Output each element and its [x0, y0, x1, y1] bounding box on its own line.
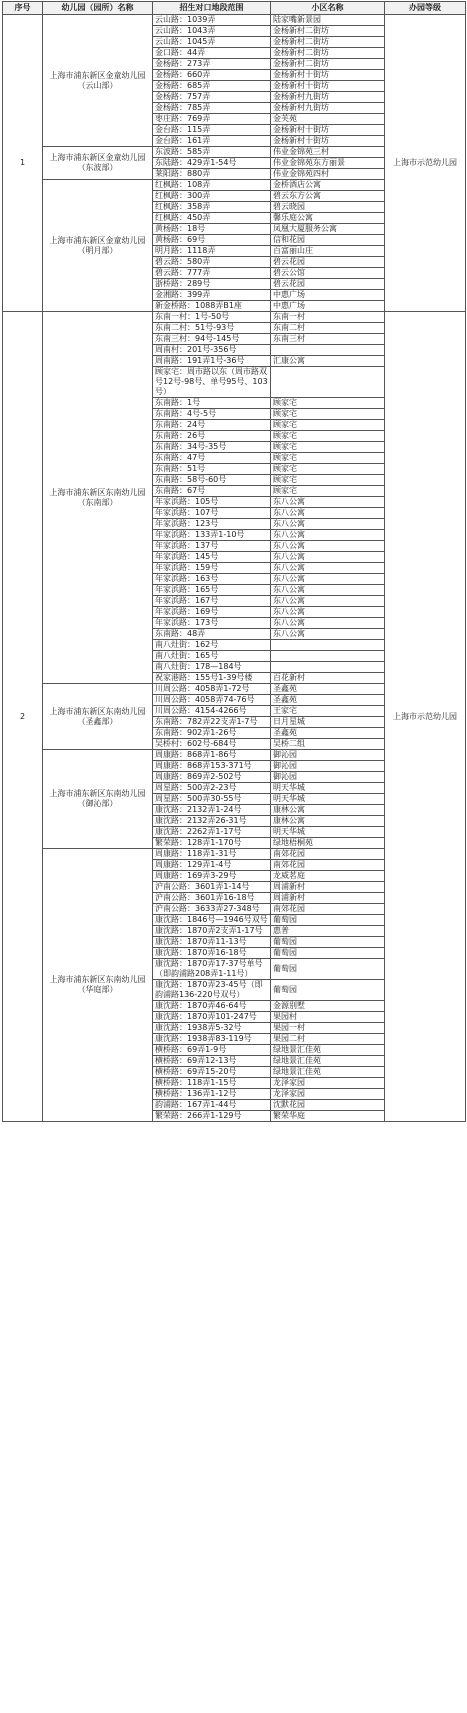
- range-cell: 云山路：1039弄: [153, 15, 271, 26]
- range-cell: 川周公路：4154-4266号: [153, 706, 271, 717]
- range-cell: 金杨路：685弄: [153, 81, 271, 92]
- community-cell: 顾家宅: [271, 409, 385, 420]
- range-cell: 枣庄路：769弄: [153, 114, 271, 125]
- range-cell: 横桥路：69弄15-20号: [153, 1067, 271, 1078]
- community-cell: 碧云花园: [271, 257, 385, 268]
- community-cell: 东八公寓: [271, 541, 385, 552]
- community-cell: 碧云晓园: [271, 202, 385, 213]
- range-cell: 红枫路：358弄: [153, 202, 271, 213]
- range-cell: 年家浜路：123号: [153, 519, 271, 530]
- range-cell: 韵浦路：167弄1-44号: [153, 1100, 271, 1111]
- seq-cell: 2: [3, 312, 43, 1122]
- community-cell: 绿地景汇佳苑: [271, 1056, 385, 1067]
- range-cell: 康沈路：1870弄16-18号: [153, 948, 271, 959]
- community-cell: 龙泽家园: [271, 1089, 385, 1100]
- community-cell: 东八公寓: [271, 497, 385, 508]
- community-cell: 吴桥二组: [271, 739, 385, 750]
- community-cell: 明天华城: [271, 794, 385, 805]
- range-cell: 顾家宅：周市路以东（周市路双号12号-98号、单号95号、103号）: [153, 367, 271, 398]
- community-cell: [271, 367, 385, 398]
- range-cell: 碧云路：777弄: [153, 268, 271, 279]
- community-cell: 东南二村: [271, 323, 385, 334]
- range-cell: 年家浜路：107号: [153, 508, 271, 519]
- community-cell: 碧云花园: [271, 279, 385, 290]
- range-cell: 云山路：1045弄: [153, 37, 271, 48]
- community-cell: 伟业金锦苑三村: [271, 147, 385, 158]
- range-cell: 黄杨路：69号: [153, 235, 271, 246]
- range-cell: 东波路：585弄: [153, 147, 271, 158]
- community-cell: 果园村: [271, 1012, 385, 1023]
- range-cell: 东南路：34号-35号: [153, 442, 271, 453]
- range-cell: 年家浜路：167号: [153, 596, 271, 607]
- community-cell: 康林公寓: [271, 805, 385, 816]
- community-cell: 明天华城: [271, 827, 385, 838]
- community-cell: 金杨新村二街坊: [271, 48, 385, 59]
- community-cell: 百富丽山庄: [271, 246, 385, 257]
- community-cell: 日月星城: [271, 717, 385, 728]
- header-seq: 序号: [3, 2, 43, 15]
- range-cell: 红枫路：450弄: [153, 213, 271, 224]
- range-cell: 繁荣路：128弄1-170号: [153, 838, 271, 849]
- community-cell: 金杨新村二街坊: [271, 26, 385, 37]
- range-cell: 金台路：115弄: [153, 125, 271, 136]
- community-cell: 金杨新村九街坊: [271, 92, 385, 103]
- community-cell: 金杨新村二街坊: [271, 59, 385, 70]
- range-cell: 康沈路：1938弄5-32号: [153, 1023, 271, 1034]
- community-cell: 中惠广场: [271, 290, 385, 301]
- community-cell: 顾家宅: [271, 453, 385, 464]
- community-cell: 顾家宅: [271, 464, 385, 475]
- community-cell: 葡萄园: [271, 980, 385, 1001]
- range-cell: 年家浜路：163号: [153, 574, 271, 585]
- range-cell: 川周公路：4058弄1-72号: [153, 684, 271, 695]
- kindergarten-name: 上海市浦东新区东南幼儿园（东南部）: [43, 312, 153, 684]
- range-cell: 横桥路：69弄12-13号: [153, 1056, 271, 1067]
- community-cell: 南郊花园: [271, 860, 385, 871]
- community-cell: [271, 651, 385, 662]
- community-cell: 信和花园: [271, 235, 385, 246]
- community-cell: 东八公寓: [271, 596, 385, 607]
- range-cell: 东南三村：94号-145号: [153, 334, 271, 345]
- table-row: [3, 15, 466, 26]
- range-cell: 年家浜路：169号: [153, 607, 271, 618]
- community-cell: 葡萄园: [271, 915, 385, 926]
- community-cell: 汇康公寓: [271, 356, 385, 367]
- level-cell: 上海市示范幼儿园: [385, 15, 466, 312]
- range-cell: 红枫路：108弄: [153, 180, 271, 191]
- range-cell: 南八灶街：165号: [153, 651, 271, 662]
- kindergarten-name: 上海市浦东新区金童幼儿园（云山部）: [43, 15, 153, 147]
- community-cell: 东八公寓: [271, 508, 385, 519]
- community-cell: 沈默花园: [271, 1100, 385, 1111]
- community-cell: 百花新村: [271, 673, 385, 684]
- community-cell: 绿地梧桐苑: [271, 838, 385, 849]
- range-cell: 金杨路：273弄: [153, 59, 271, 70]
- kindergarten-name: 上海市浦东新区东南幼儿园（华庭部）: [43, 849, 153, 1122]
- community-cell: 惠普: [271, 926, 385, 937]
- range-cell: 康沈路：1870弄2支弄1-17号: [153, 926, 271, 937]
- range-cell: 东南路：4号-5号: [153, 409, 271, 420]
- range-cell: 东南路：47号: [153, 453, 271, 464]
- range-cell: 吴桥村：602号-684号: [153, 739, 271, 750]
- community-cell: 金杨新村十街坊: [271, 70, 385, 81]
- range-cell: 沪南公路：3633弄27-348号: [153, 904, 271, 915]
- range-cell: 云山路：1043弄: [153, 26, 271, 37]
- range-cell: 碧云路：580弄: [153, 257, 271, 268]
- range-cell: 周南路：191弄1号-36号: [153, 356, 271, 367]
- community-cell: [271, 662, 385, 673]
- community-cell: 御沁园: [271, 772, 385, 783]
- community-cell: 东八公寓: [271, 618, 385, 629]
- range-cell: 明月路：1118弄: [153, 246, 271, 257]
- range-cell: 康沈路：2262弄1-17号: [153, 827, 271, 838]
- range-cell: 横桥路：118弄1-15号: [153, 1078, 271, 1089]
- community-cell: 金杨新村十街坊: [271, 136, 385, 147]
- community-cell: 金芙苑: [271, 114, 385, 125]
- range-cell: 年家浜路：137号: [153, 541, 271, 552]
- range-cell: 周星路：500弄30-55号: [153, 794, 271, 805]
- community-cell: 金杨新村二街坊: [271, 37, 385, 48]
- community-cell: 凤凰大厦服务公寓: [271, 224, 385, 235]
- range-cell: 康沈路：1938弄83-119号: [153, 1034, 271, 1045]
- range-cell: 黄杨路：18号: [153, 224, 271, 235]
- community-cell: 金杨新村十街坊: [271, 125, 385, 136]
- range-cell: 东南路：58号-60号: [153, 475, 271, 486]
- community-cell: 东南三村: [271, 334, 385, 345]
- range-cell: 金杨路：757弄: [153, 92, 271, 103]
- range-cell: 金口路：44弄: [153, 48, 271, 59]
- range-cell: 康沈路：1870弄23-45号（即韵浦路136-220号双号）: [153, 980, 271, 1001]
- range-cell: 东陆路：429弄1-54号: [153, 158, 271, 169]
- range-cell: 年家浜路：105号: [153, 497, 271, 508]
- community-cell: 顾家宅: [271, 398, 385, 409]
- range-cell: 东南二村：51号-93号: [153, 323, 271, 334]
- range-cell: 祝家港路：155号1-39号楼: [153, 673, 271, 684]
- range-cell: 周康路：868弄153-371号: [153, 761, 271, 772]
- range-cell: 红枫路：300弄: [153, 191, 271, 202]
- community-cell: 伟业金锦苑东方丽景: [271, 158, 385, 169]
- community-cell: 东八公寓: [271, 552, 385, 563]
- community-cell: 葡萄园: [271, 948, 385, 959]
- header-row: [3, 2, 466, 15]
- header-range: 招生对口地段范围: [153, 2, 271, 15]
- community-cell: 东八公寓: [271, 530, 385, 541]
- community-cell: 龙泽家园: [271, 1078, 385, 1089]
- range-cell: 金湘路：399弄: [153, 290, 271, 301]
- community-cell: 金杨新村九街坊: [271, 103, 385, 114]
- range-cell: 繁荣路：266弄1-129号: [153, 1111, 271, 1122]
- range-cell: 年家浜路：165号: [153, 585, 271, 596]
- range-cell: 东南路：24号: [153, 420, 271, 431]
- table-row: [3, 312, 466, 323]
- community-cell: 东八公寓: [271, 574, 385, 585]
- range-cell: 周康路：868弄1-86号: [153, 750, 271, 761]
- kindergarten-name: 上海市浦东新区金童幼儿园（东波部）: [43, 147, 153, 180]
- community-cell: 顾家宅: [271, 420, 385, 431]
- community-cell: 东八公寓: [271, 607, 385, 618]
- community-cell: 圣鑫苑: [271, 728, 385, 739]
- header-community: 小区名称: [271, 2, 385, 15]
- community-cell: 御沁园: [271, 761, 385, 772]
- range-cell: 金杨路：660弄: [153, 70, 271, 81]
- range-cell: 浙桥路：289号: [153, 279, 271, 290]
- range-cell: 康沈路：1870弄46-64号: [153, 1001, 271, 1012]
- community-cell: 葡萄园: [271, 937, 385, 948]
- kindergarten-name: 上海市浦东新区金童幼儿园（明月部）: [43, 180, 153, 312]
- range-cell: 东南路：782弄22支弄1-7号: [153, 717, 271, 728]
- range-cell: 康沈路：2132弄1-24号: [153, 805, 271, 816]
- community-cell: [271, 345, 385, 356]
- range-cell: 川周公路：4058弄74-76号: [153, 695, 271, 706]
- range-cell: 东南路：26号: [153, 431, 271, 442]
- community-cell: 陆家嘴新景园: [271, 15, 385, 26]
- range-cell: 金台路：161弄: [153, 136, 271, 147]
- community-cell: 圣鑫苑: [271, 695, 385, 706]
- range-cell: 沪南公路：3601弄16-18号: [153, 893, 271, 904]
- seq-cell: 1: [3, 15, 43, 312]
- community-cell: 南郊花园: [271, 904, 385, 915]
- range-cell: 康沈路：1846号—1946号双号: [153, 915, 271, 926]
- kindergarten-name: 上海市浦东新区东南幼儿园（圣鑫部）: [43, 684, 153, 750]
- community-cell: 东八公寓: [271, 585, 385, 596]
- community-cell: 伟业金锦苑四村: [271, 169, 385, 180]
- range-cell: 东南路：902弄1-26号: [153, 728, 271, 739]
- community-cell: 东南一村: [271, 312, 385, 323]
- range-cell: 莱阳路：880弄: [153, 169, 271, 180]
- community-cell: 王家宅: [271, 706, 385, 717]
- range-cell: 周星路：500弄2-23号: [153, 783, 271, 794]
- community-cell: 康林公寓: [271, 816, 385, 827]
- header-kindergarten: 幼儿园（园所）名称: [43, 2, 153, 15]
- community-cell: 果园一村: [271, 1023, 385, 1034]
- range-cell: 东南路：51号: [153, 464, 271, 475]
- community-cell: 中惠广场: [271, 301, 385, 312]
- range-cell: 康沈路：2132弄26-31号: [153, 816, 271, 827]
- table-body: [3, 15, 466, 1122]
- kindergarten-name: 上海市浦东新区东南幼儿园（御沁部）: [43, 750, 153, 849]
- community-cell: 金源别墅: [271, 1001, 385, 1012]
- range-cell: 新金桥路：1088弄B1座: [153, 301, 271, 312]
- range-cell: 东南路：48弄: [153, 629, 271, 640]
- range-cell: 东南路：1号: [153, 398, 271, 409]
- community-cell: 东八公寓: [271, 519, 385, 530]
- level-cell: 上海市示范幼儿园: [385, 312, 466, 1122]
- community-cell: 顾家宅: [271, 442, 385, 453]
- range-cell: 东南一村：1号-50号: [153, 312, 271, 323]
- range-cell: 康沈路：1870弄11-13号: [153, 937, 271, 948]
- range-cell: 年家浜路：133弄1-10号: [153, 530, 271, 541]
- community-cell: [271, 640, 385, 651]
- community-cell: 顾家宅: [271, 475, 385, 486]
- community-cell: 顾家宅: [271, 486, 385, 497]
- range-cell: 周康路：869弄2-502号: [153, 772, 271, 783]
- range-cell: 金杨路：785弄: [153, 103, 271, 114]
- range-cell: 沪南公路：3601弄1-14号: [153, 882, 271, 893]
- community-cell: 馨乐庭公寓: [271, 213, 385, 224]
- range-cell: 周康路：118弄1-31号: [153, 849, 271, 860]
- community-cell: 碧云公馆: [271, 268, 385, 279]
- header-level: 办园等级: [385, 2, 466, 15]
- community-cell: 周浦新村: [271, 893, 385, 904]
- community-cell: 东八公寓: [271, 629, 385, 640]
- range-cell: 年家浜路：145号: [153, 552, 271, 563]
- community-cell: 果园二村: [271, 1034, 385, 1045]
- range-cell: 康沈路：1870弄17-37号单号（即韵浦路208弄1-11号）: [153, 959, 271, 980]
- range-cell: 康沈路：1870弄101-247号: [153, 1012, 271, 1023]
- community-cell: 金桥酒店公寓: [271, 180, 385, 191]
- range-cell: 周康路：129弄1-4号: [153, 860, 271, 871]
- range-cell: 周康路：169弄3-29号: [153, 871, 271, 882]
- range-cell: 年家浜路：159号: [153, 563, 271, 574]
- community-cell: 顾家宅: [271, 431, 385, 442]
- community-cell: 碧云东方公寓: [271, 191, 385, 202]
- range-cell: 年家浜路：173号: [153, 618, 271, 629]
- range-cell: 横桥路：136弄1-12号: [153, 1089, 271, 1100]
- community-cell: 绿地景汇佳苑: [271, 1067, 385, 1078]
- community-cell: 周浦新村: [271, 882, 385, 893]
- community-cell: 龙威茗庭: [271, 871, 385, 882]
- community-cell: 金杨新村十街坊: [271, 81, 385, 92]
- community-cell: 御沁园: [271, 750, 385, 761]
- range-cell: 东南路：67号: [153, 486, 271, 497]
- range-cell: 南八灶街：162号: [153, 640, 271, 651]
- community-cell: 东八公寓: [271, 563, 385, 574]
- range-cell: 周南村：201号-356号: [153, 345, 271, 356]
- community-cell: 南郊花园: [271, 849, 385, 860]
- document: [2, 1, 465, 1122]
- community-cell: 明天华城: [271, 783, 385, 794]
- range-cell: 南八灶街：178—184号: [153, 662, 271, 673]
- community-cell: 繁荣华庭: [271, 1111, 385, 1122]
- community-cell: 葡萄园: [271, 959, 385, 980]
- community-cell: 圣鑫苑: [271, 684, 385, 695]
- enrollment-table: [2, 1, 466, 1122]
- community-cell: 绿地景汇佳苑: [271, 1045, 385, 1056]
- range-cell: 横桥路：69弄1-9号: [153, 1045, 271, 1056]
